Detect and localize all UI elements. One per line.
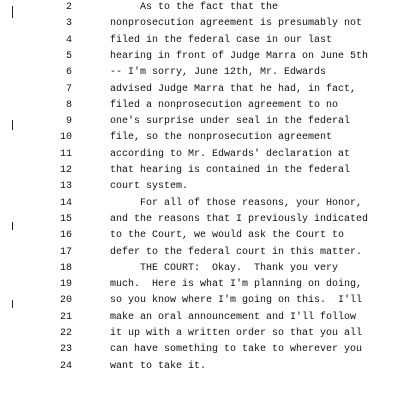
line-number: 20 [59, 295, 72, 307]
line-number: 21 [59, 311, 72, 323]
transcript-line: As to the fact that the [110, 2, 279, 13]
line-number: 5 [65, 50, 72, 62]
transcript-line: want to take it. [110, 360, 207, 372]
transcript-line: according to Mr. Edwards' declaration at [110, 148, 351, 160]
transcript-line: to the Court, we would ask the Court to [110, 230, 345, 242]
transcript-line: defer to the federal court in this matter. [110, 246, 363, 258]
line-number: 7 [65, 83, 72, 95]
line-number: 24 [59, 360, 72, 372]
line-number: 22 [59, 328, 72, 339]
transcript-line: it up with a written order so that you all [110, 328, 363, 339]
line-number: 17 [59, 246, 72, 258]
transcript-line: can have something to take to wherever you [110, 344, 363, 356]
transcript-line: so you know where I'm going on this. I'll [110, 295, 363, 307]
line-number: 11 [59, 148, 72, 160]
transcript-line: THE COURT: Okay. Thank you very [110, 262, 339, 274]
line-number: 18 [59, 262, 72, 274]
line-number: 8 [65, 99, 72, 111]
line-number: 14 [59, 197, 72, 209]
line-number: 23 [59, 344, 72, 356]
line-number: 16 [59, 230, 72, 242]
transcript-line: and the reasons that I previously indicated [110, 213, 369, 225]
transcript-line: one's surprise under seal in the federal [110, 116, 351, 128]
line-number: 19 [59, 279, 72, 291]
line-number: 9 [65, 116, 72, 128]
line-number: 13 [59, 181, 72, 193]
transcript-line: For all of those reasons, your Honor, [110, 197, 363, 209]
transcript-line: file, so the nonprosecution agreement [110, 132, 333, 144]
transcript-line: that hearing is contained in the federal [110, 165, 351, 176]
transcript-line: make an oral announcement and I'll follow [110, 311, 357, 323]
transcript-line: advised Judge Marra that he had, in fact, [110, 83, 357, 95]
transcript-line: nonprosecution agreement is presumably not [110, 18, 363, 30]
line-number: 12 [59, 165, 72, 176]
line-number: 15 [59, 213, 72, 225]
line-number: 6 [65, 67, 72, 79]
line-number: 10 [59, 132, 72, 144]
transcript-line: hearing in front of Judge Marra on June 5th [110, 50, 369, 62]
transcript-line: -- I'm sorry, June 12th, Mr. Edwards [110, 67, 327, 79]
transcript-line: court system. [110, 181, 189, 193]
line-number: 4 [65, 34, 72, 46]
transcript-line: filed a nonprosecution agreement to no [110, 99, 339, 111]
line-number: 3 [65, 18, 72, 30]
transcript-line: filed in the federal case in our last [110, 34, 333, 46]
transcript-line: much. Here is what I'm planning on doing, [110, 279, 363, 291]
line-number: 2 [65, 2, 72, 13]
